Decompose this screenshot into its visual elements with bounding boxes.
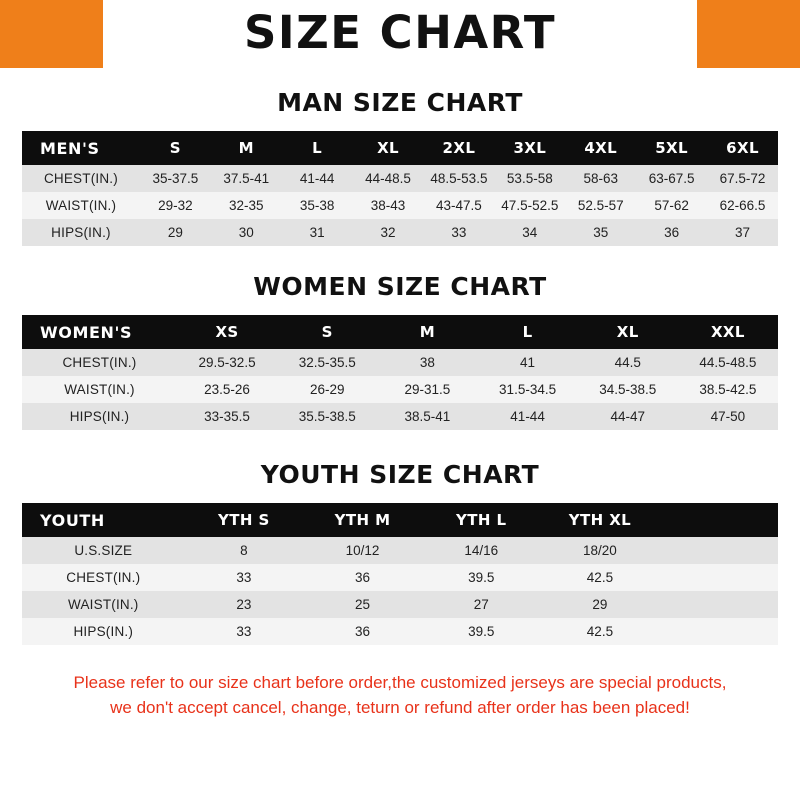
table-header-cell: XL: [377, 139, 399, 157]
table-cell: 47-50: [710, 409, 746, 424]
table-cell: 44-47: [610, 409, 645, 424]
table-cell: 62-66.5: [719, 198, 766, 213]
row-label: HIPS(IN.): [51, 225, 111, 240]
row-label: HIPS(IN.): [73, 624, 134, 639]
table-cell: 48.5-53.5: [430, 171, 488, 186]
table-header-cell: M: [238, 139, 254, 157]
row-label: U.S.SIZE: [74, 543, 133, 558]
table-cell: [659, 564, 778, 591]
footer-note-line-2: we don't accept cancel, change, teturn or refund after order has been placed!: [110, 697, 690, 717]
table-header-cell: 6XL: [726, 139, 759, 157]
table-cell: 33: [236, 624, 252, 639]
table-header-cell: YTH S: [218, 511, 270, 529]
table-row: [22, 165, 778, 192]
table-cell: 29: [592, 597, 608, 612]
table-cell: 35.5-38.5: [298, 409, 356, 424]
table-header-cell: WOMEN'S: [40, 322, 133, 342]
row-label: CHEST(IN.): [43, 171, 118, 186]
table-cell: 31: [309, 225, 325, 240]
row-label: WAIST(IN.): [68, 597, 139, 612]
table-cell: 42.5: [586, 570, 614, 585]
table-cell: 14/16: [464, 543, 499, 558]
section-title-man: MAN SIZE CHART: [277, 88, 523, 117]
table-cell: 34.5-38.5: [599, 382, 657, 397]
table-header-cell: YOUTH: [40, 510, 105, 530]
table-header-cell: 3XL: [513, 139, 547, 157]
chart-content: [0, 88, 800, 720]
table-row: [22, 564, 778, 591]
table-header-cell: YTH M: [334, 511, 391, 529]
table-cell: 44-48.5: [365, 171, 411, 186]
table-cell: 29-32: [158, 198, 193, 213]
table-cell: 8: [240, 543, 248, 558]
table-cell: 29-31.5: [404, 382, 451, 397]
table-header-cell: XS: [215, 323, 239, 341]
table-header-cell-empty: [659, 503, 778, 537]
table-cell: 53.5-58: [506, 171, 553, 186]
page-title: SIZE CHART: [243, 6, 557, 59]
table-cell: 37.5-41: [223, 171, 270, 186]
table-row: [22, 537, 778, 564]
row-label: WAIST(IN.): [45, 198, 117, 213]
footer-note: [22, 671, 778, 720]
table-header-cell: YTH L: [456, 511, 507, 529]
table-cell: 36: [355, 624, 371, 639]
table-row: [22, 349, 778, 376]
table-cell: 41-44: [299, 171, 335, 186]
table-header-cell: 4XL: [584, 139, 618, 157]
table-cell: 29: [167, 225, 183, 240]
table-cell: 35-37.5: [152, 171, 199, 186]
table-cell: 33: [236, 570, 252, 585]
table-header-cell: L: [312, 139, 323, 157]
table-cell: [659, 618, 778, 645]
table-cell: 42.5: [586, 624, 614, 639]
table-cell: 33-35.5: [204, 409, 250, 424]
table-header-row: [22, 315, 778, 349]
section-title-youth: YOUTH SIZE CHART: [260, 460, 540, 489]
section-title-women: WOMEN SIZE CHART: [253, 272, 547, 301]
table-cell: 67.5-72: [719, 171, 766, 186]
table-row: [22, 219, 778, 246]
table-header-cell: YTH XL: [568, 511, 632, 529]
table-header-cell: S: [169, 139, 181, 157]
table-row: [22, 591, 778, 618]
table-cell: 41-44: [510, 409, 545, 424]
table-row: [22, 618, 778, 645]
table-cell: 34: [522, 225, 538, 240]
table-cell: 44.5: [614, 355, 641, 370]
table-cell: 23: [236, 597, 252, 612]
table-cell: 63-67.5: [648, 171, 695, 186]
table-cell: 18/20: [583, 543, 617, 558]
table-cell: 39.5: [468, 570, 495, 585]
table-cell: 38.5-42.5: [699, 382, 757, 397]
header-banner-inner: [103, 0, 697, 68]
header-banner: [0, 0, 800, 68]
footer-note-line-1: Please refer to our size chart before order,the customized jerseys are special products,: [73, 673, 727, 692]
table-cell: 31.5-34.5: [499, 382, 557, 397]
table-cell: 32.5-35.5: [298, 355, 356, 370]
row-label: CHEST(IN.): [62, 355, 137, 370]
table-row: [22, 376, 778, 403]
table-youth-size: [22, 503, 778, 645]
table-cell: 39.5: [468, 624, 495, 639]
table-cell: 38-43: [370, 198, 406, 213]
table-header-row: [22, 131, 778, 165]
table-cell: 58-63: [583, 171, 618, 186]
table-header-cell: M: [419, 323, 436, 341]
table-header-cell: MEN'S: [40, 138, 100, 158]
table-row: [22, 403, 778, 430]
row-label: WAIST(IN.): [64, 382, 135, 397]
table-cell: 36: [355, 570, 371, 585]
row-label: HIPS(IN.): [69, 409, 130, 424]
table-cell: 25: [355, 597, 371, 612]
table-man-size: [22, 131, 778, 246]
table-cell: 32-35: [228, 198, 264, 213]
table-header-cell: L: [522, 323, 533, 341]
table-cell: 35: [593, 225, 609, 240]
table-cell: 26-29: [309, 382, 345, 397]
table-cell: 52.5-57: [577, 198, 624, 213]
table-cell: 33: [451, 225, 467, 240]
table-cell: 44.5-48.5: [699, 355, 757, 370]
table-header-cell: XXL: [710, 323, 745, 341]
table-header-cell: S: [321, 323, 333, 341]
section-man: [22, 88, 778, 246]
table-cell: 38.5-41: [404, 409, 451, 424]
table-header-row: [22, 503, 778, 537]
table-cell: 29.5-32.5: [198, 355, 256, 370]
table-header-cell: 2XL: [442, 139, 476, 157]
table-cell: 41: [520, 355, 536, 370]
table-cell: 47.5-52.5: [501, 198, 559, 213]
table-cell: 37: [735, 225, 751, 240]
section-women: [22, 272, 778, 430]
table-header-cell: 5XL: [655, 139, 688, 157]
table-cell: 36: [664, 225, 680, 240]
table-row: [22, 192, 778, 219]
table-cell: 57-62: [654, 198, 689, 213]
table-cell: 43-47.5: [436, 198, 482, 213]
table-cell: 35-38: [299, 198, 335, 213]
table-cell: 30: [238, 225, 254, 240]
table-cell: 32: [380, 225, 396, 240]
table-header-cell: XL: [616, 323, 639, 341]
table-cell: [659, 591, 778, 618]
table-cell: [659, 537, 778, 564]
table-women-size: [22, 315, 778, 430]
table-cell: 10/12: [345, 543, 380, 558]
table-cell: 23.5-26: [204, 382, 250, 397]
section-youth: [22, 460, 778, 645]
table-cell: 27: [473, 597, 489, 612]
row-label: CHEST(IN.): [66, 570, 141, 585]
table-cell: 38: [419, 355, 435, 370]
